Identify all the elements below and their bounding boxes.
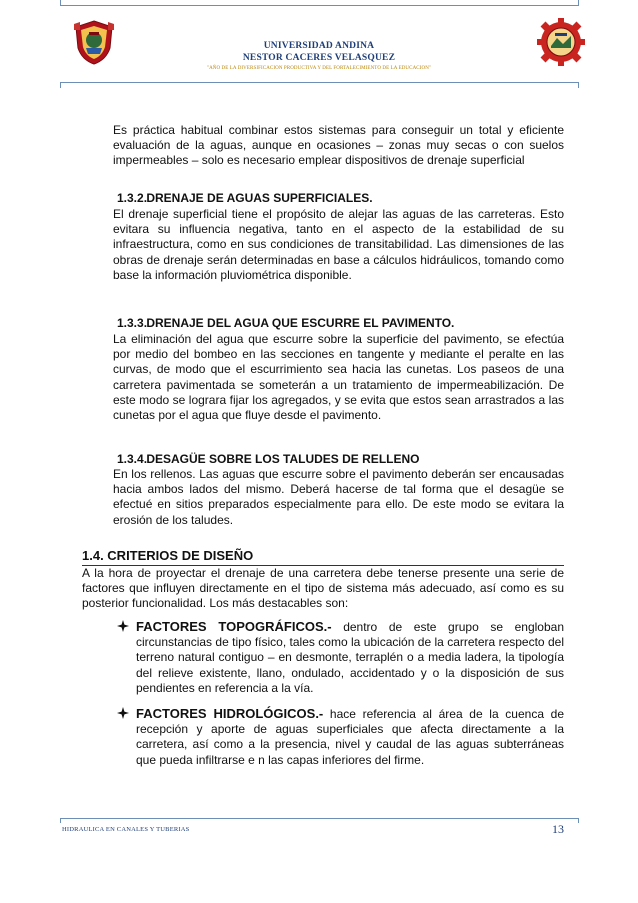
university-name: UNIVERSIDAD ANDINA <box>263 41 375 51</box>
bullet-heading: FACTORES HIDROLÓGICOS.- <box>136 706 324 721</box>
section-paragraph: En los rellenos. Las aguas que escurre sobre el pavimento deberán ser encausadas hacia ambos lados del mismo. Deberá hacerse de tal forma que el desagüe se efectué en sitios preparados especialmente para ello. De este modo se evitara la erosión de los taludes. <box>113 467 564 527</box>
header-corner-tick <box>60 82 61 88</box>
section-number: 1.3.4. <box>117 452 148 466</box>
header-top-rule <box>60 5 578 6</box>
footer-corner-tick <box>60 818 61 823</box>
diamond-bullet-icon <box>117 620 129 632</box>
bullet-text <box>136 619 564 696</box>
section-title: DRENAJE DE AGUAS SUPERFICIALES. <box>146 191 373 205</box>
header-titles <box>110 40 528 73</box>
footer-rule <box>60 818 578 819</box>
section-1-3-3-body <box>113 332 564 423</box>
page-number: 13 <box>552 822 564 836</box>
bullet-heading: FACTORES TOPOGRÁFICOS.- <box>136 619 332 634</box>
engineering-gear-seal-logo <box>537 18 585 66</box>
year-motto: "AÑO DE LA DIVERSIFICACION PRODUCTIVA Y DEL FORTALECIMIENTO DE LA EDUCACION" <box>206 66 432 71</box>
section-1-3-3-heading <box>117 316 454 331</box>
section-1-4-heading: 1.4. CRITERIOS DE DISEÑO <box>82 548 564 566</box>
section-1-4-body <box>82 566 564 612</box>
section-number: 1.3.2. <box>117 191 148 205</box>
header-corner-tick <box>60 0 61 6</box>
bullet-item-topographic-factors <box>117 619 564 696</box>
bullet-item-hydrologic-factors <box>117 706 564 768</box>
bullet-description: dentro de este grupo se engloban circunstancias de tipo físico, tales como la ubicación de la carretera respecto del terreno natural contiguo – en desmonte, terraplén o a media ladera, la tipología del relieve existente, llano, ondulado, accidentado y o la disposición de sus pendientes en referencia a la vía. <box>136 620 564 695</box>
header-corner-tick <box>578 0 579 6</box>
intro-paragraph-text: Es práctica habitual combinar estos sistemas para conseguir un total y eficiente evaluación de la aguas, aunque en ocasiones – zonas muy secas o con suelos impermeables – solo es necesario emplear dispositivos de drenaje superficial <box>113 123 564 168</box>
section-1-3-4-heading <box>117 452 419 467</box>
bullet-text <box>136 706 564 768</box>
section-number: 1.3.3. <box>117 316 148 330</box>
bullet-description: hace referencia al área de la cuenca de recepción y aporte de aguas superficiales que afecta directamente a la carretera, así como a la presencia, nivel y caudal de las aguas subterráneas que pueda infiltrarse e n las capas inferiores del firme. <box>136 707 564 767</box>
section-1-3-2-heading <box>117 191 373 206</box>
footer-course-name: HIDRAULICA EN CANALES Y TUBERIAS <box>62 826 190 833</box>
university-founder-name: NESTOR CACERES VELASQUEZ <box>242 53 396 63</box>
intro-paragraph <box>113 123 564 169</box>
diamond-bullet-icon <box>117 707 129 719</box>
section-paragraph: La eliminación del agua que escurre sobre la superficie del pavimento, se efectúa por medio del bombeo en las secciones en tangente y mediante el peralte en las curvas, de modo que el escurrimiento sea hacia las cunetas. Los paseos de una carretera pavimentada se someterán a un tratamiento de impermeabilización. De este modo se lograra fijar los agregados, y se evita que estos sean arrastrados a las cunetas por el agua que fluye desde el pavimento. <box>113 332 564 423</box>
section-paragraph: A la hora de proyectar el drenaje de una carretera debe tenerse presente una serie de factores que influyen directamente en el tipo de sistema más adecuado, así como es su posterior funcionalidad. Los más destacables son: <box>82 566 564 611</box>
section-1-3-4-body <box>113 467 564 528</box>
footer-corner-tick <box>578 818 579 823</box>
section-paragraph: El drenaje superficial tiene el propósito de alejar las aguas de las carreteras. Esto evitara su influencia negativa, tanto en el aspecto de la estabilidad de su infraestructura, como en sus condiciones de transitabilidad. Las dimensiones de las obras de drenaje serán determinadas en base a cálculos hidráulicos, tomando como base la información pluviométrica disponible. <box>113 207 564 282</box>
section-title: DESAGÜE SOBRE LOS TALUDES DE RELLENO <box>146 452 420 466</box>
header-corner-tick <box>578 82 579 88</box>
section-1-3-2-body <box>113 207 564 283</box>
section-title: DRENAJE DEL AGUA QUE ESCURRE EL PAVIMENTO. <box>146 316 455 330</box>
header-bottom-rule <box>60 82 578 83</box>
